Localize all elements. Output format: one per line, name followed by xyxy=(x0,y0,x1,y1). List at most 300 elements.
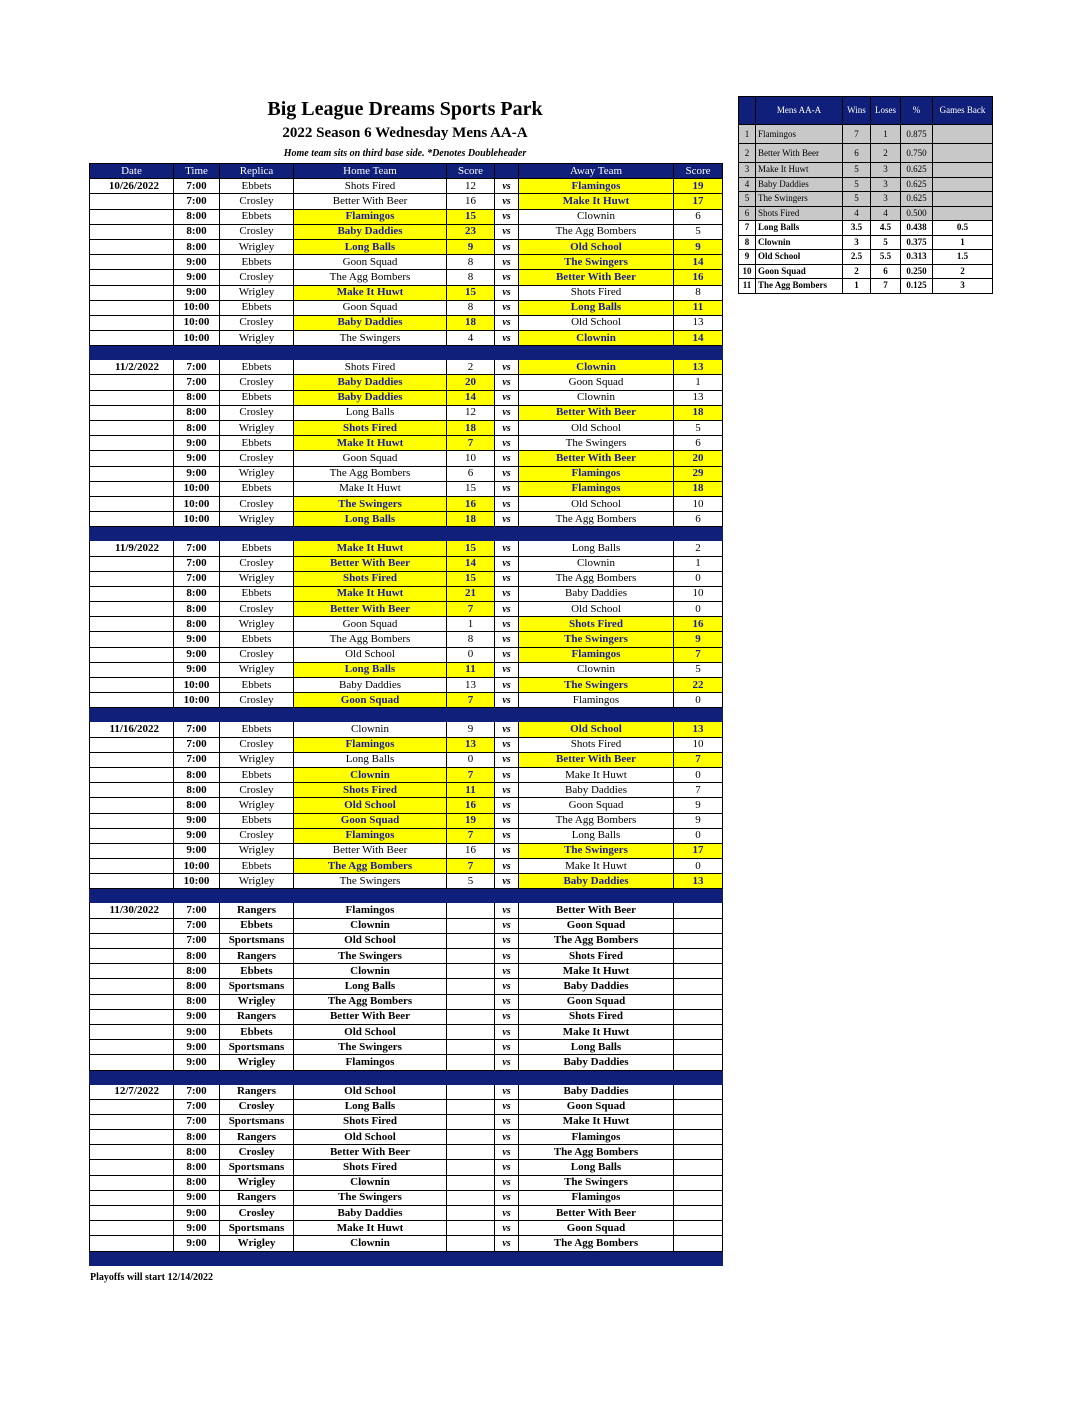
table-row xyxy=(90,752,723,767)
separator-cell xyxy=(294,708,447,722)
away-team: Long Balls xyxy=(519,541,674,556)
standings-header-pct: % xyxy=(901,97,933,125)
table-row xyxy=(90,586,723,601)
separator-cell xyxy=(294,1251,447,1265)
home-score xyxy=(447,1024,495,1039)
away-score: 10 xyxy=(674,737,723,752)
standings-header-league: Mens AA-A xyxy=(756,97,843,125)
away-score xyxy=(674,964,723,979)
separator-cell xyxy=(519,708,674,722)
home-score: 2 xyxy=(447,360,495,375)
game-date xyxy=(90,602,174,617)
table-row xyxy=(90,1099,723,1114)
vs-label: vs xyxy=(495,1040,519,1055)
standings-loses: 3 xyxy=(871,163,901,178)
home-score: 16 xyxy=(447,194,495,209)
home-team: Baby Daddies xyxy=(294,224,447,239)
away-score: 5 xyxy=(674,224,723,239)
standings-row xyxy=(739,125,993,144)
game-time: 9:00 xyxy=(174,843,220,858)
field-name: Wrigley xyxy=(220,285,294,300)
game-time: 8:00 xyxy=(174,1145,220,1160)
away-score xyxy=(674,1099,723,1114)
away-score: 5 xyxy=(674,662,723,677)
away-score: 19 xyxy=(674,179,723,194)
game-time: 7:00 xyxy=(174,1099,220,1114)
home-score xyxy=(447,1221,495,1236)
separator-cell xyxy=(90,1070,174,1084)
away-team: Clownin xyxy=(519,556,674,571)
standings-header-row xyxy=(739,97,993,125)
home-score xyxy=(447,1040,495,1055)
away-score xyxy=(674,918,723,933)
separator-cell xyxy=(674,346,723,360)
away-score: 10 xyxy=(674,586,723,601)
field-name: Wrigley xyxy=(220,617,294,632)
game-date xyxy=(90,224,174,239)
game-time: 7:00 xyxy=(174,1114,220,1129)
away-score: 13 xyxy=(674,315,723,330)
vs-label: vs xyxy=(495,859,519,874)
standings-games-back xyxy=(933,144,993,163)
home-score: 8 xyxy=(447,300,495,315)
home-score xyxy=(447,1009,495,1024)
table-row xyxy=(90,1009,723,1024)
vs-label: vs xyxy=(495,1130,519,1145)
game-time: 9:00 xyxy=(174,451,220,466)
home-team: Shots Fired xyxy=(294,421,447,436)
vs-label: vs xyxy=(495,451,519,466)
game-time: 8:00 xyxy=(174,602,220,617)
field-name: Wrigley xyxy=(220,421,294,436)
field-name: Wrigley xyxy=(220,331,294,346)
game-date xyxy=(90,375,174,390)
header-away-score: Score xyxy=(674,164,723,179)
vs-label: vs xyxy=(495,662,519,677)
field-name: Ebbets xyxy=(220,918,294,933)
table-row xyxy=(90,571,723,586)
standings-games-back xyxy=(933,163,993,178)
game-time: 9:00 xyxy=(174,647,220,662)
home-score: 16 xyxy=(447,496,495,511)
field-name: Crosley xyxy=(220,315,294,330)
away-score: 0 xyxy=(674,602,723,617)
separator-cell xyxy=(519,346,674,360)
game-date xyxy=(90,813,174,828)
home-team: Shots Fired xyxy=(294,179,447,194)
separator-cell xyxy=(495,889,519,903)
vs-label: vs xyxy=(495,1160,519,1175)
home-team: Baby Daddies xyxy=(294,1206,447,1221)
away-score: 7 xyxy=(674,783,723,798)
home-score: 7 xyxy=(447,602,495,617)
game-time: 7:00 xyxy=(174,918,220,933)
field-name: Crosley xyxy=(220,224,294,239)
standings-rank: 4 xyxy=(739,177,756,192)
table-row xyxy=(90,994,723,1009)
standings-games-back: 2 xyxy=(933,264,993,279)
table-row xyxy=(90,512,723,527)
vs-label: vs xyxy=(495,1221,519,1236)
away-team: Old School xyxy=(519,421,674,436)
away-score: 6 xyxy=(674,436,723,451)
away-score: 7 xyxy=(674,752,723,767)
game-time: 7:00 xyxy=(174,1084,220,1099)
separator-cell xyxy=(294,1070,447,1084)
standings-games-back: 1.5 xyxy=(933,250,993,265)
away-team: Make It Huwt xyxy=(519,194,674,209)
game-time: 9:00 xyxy=(174,1206,220,1221)
away-team: Old School xyxy=(519,722,674,737)
home-team: Shots Fired xyxy=(294,1160,447,1175)
field-name: Sportsmans xyxy=(220,979,294,994)
table-row xyxy=(90,194,723,209)
header-time: Time xyxy=(174,164,220,179)
game-time: 7:00 xyxy=(174,737,220,752)
standings-row xyxy=(739,235,993,250)
schedule-table xyxy=(89,163,723,1266)
game-time: 7:00 xyxy=(174,360,220,375)
home-team: Goon Squad xyxy=(294,300,447,315)
home-score: 11 xyxy=(447,662,495,677)
table-row xyxy=(90,859,723,874)
field-name: Wrigley xyxy=(220,571,294,586)
game-time: 10:00 xyxy=(174,315,220,330)
home-score: 21 xyxy=(447,586,495,601)
separator-cell xyxy=(294,346,447,360)
field-name: Sportsmans xyxy=(220,1040,294,1055)
separator-cell xyxy=(220,346,294,360)
game-date xyxy=(90,994,174,1009)
field-name: Ebbets xyxy=(220,722,294,737)
game-time: 8:00 xyxy=(174,783,220,798)
game-time: 8:00 xyxy=(174,224,220,239)
week-separator xyxy=(90,889,723,903)
field-name: Ebbets xyxy=(220,390,294,405)
table-row xyxy=(90,1160,723,1175)
home-team: Old School xyxy=(294,647,447,662)
table-row xyxy=(90,390,723,405)
away-score: 10 xyxy=(674,496,723,511)
away-score xyxy=(674,1221,723,1236)
game-time: 8:00 xyxy=(174,617,220,632)
home-team: Flamingos xyxy=(294,828,447,843)
field-name: Ebbets xyxy=(220,859,294,874)
away-team: Make It Huwt xyxy=(519,767,674,782)
table-row xyxy=(90,209,723,224)
home-team: Clownin xyxy=(294,918,447,933)
game-time: 7:00 xyxy=(174,933,220,948)
standings-wins: 6 xyxy=(843,144,871,163)
table-row xyxy=(90,331,723,346)
home-team: Goon Squad xyxy=(294,255,447,270)
field-name: Rangers xyxy=(220,1130,294,1145)
away-team: Better With Beer xyxy=(519,903,674,918)
game-time: 9:00 xyxy=(174,828,220,843)
standings-loses: 5 xyxy=(871,235,901,250)
home-score: 15 xyxy=(447,571,495,586)
table-row xyxy=(90,451,723,466)
away-score: 0 xyxy=(674,571,723,586)
vs-label: vs xyxy=(495,1190,519,1205)
vs-label: vs xyxy=(495,512,519,527)
table-row xyxy=(90,903,723,918)
home-score: 14 xyxy=(447,556,495,571)
separator-cell xyxy=(294,889,447,903)
separator-cell xyxy=(220,1251,294,1265)
standings-rank: 5 xyxy=(739,192,756,207)
vs-label: vs xyxy=(495,1055,519,1070)
game-date xyxy=(90,315,174,330)
home-team: Old School xyxy=(294,798,447,813)
home-score: 16 xyxy=(447,843,495,858)
away-team: The Agg Bombers xyxy=(519,933,674,948)
vs-label: vs xyxy=(495,270,519,285)
home-score: 20 xyxy=(447,375,495,390)
separator-cell xyxy=(447,1070,495,1084)
vs-label: vs xyxy=(495,994,519,1009)
away-score xyxy=(674,1084,723,1099)
field-name: Ebbets xyxy=(220,964,294,979)
home-team: Make It Huwt xyxy=(294,586,447,601)
vs-label: vs xyxy=(495,1114,519,1129)
game-time: 10:00 xyxy=(174,331,220,346)
away-team: Long Balls xyxy=(519,300,674,315)
away-score: 14 xyxy=(674,255,723,270)
table-row xyxy=(90,874,723,889)
game-date xyxy=(90,767,174,782)
standings-team: Goon Squad xyxy=(756,264,843,279)
vs-label: vs xyxy=(495,933,519,948)
home-score: 1 xyxy=(447,617,495,632)
field-name: Crosley xyxy=(220,1145,294,1160)
table-row xyxy=(90,315,723,330)
week-separator xyxy=(90,708,723,722)
table-row xyxy=(90,693,723,708)
game-date xyxy=(90,1175,174,1190)
home-score: 10 xyxy=(447,451,495,466)
header-home-score: Score xyxy=(447,164,495,179)
game-date xyxy=(90,783,174,798)
standings-pct: 0.313 xyxy=(901,250,933,265)
field-name: Crosley xyxy=(220,1099,294,1114)
home-score: 12 xyxy=(447,179,495,194)
home-team: Long Balls xyxy=(294,512,447,527)
game-time: 10:00 xyxy=(174,693,220,708)
table-row xyxy=(90,285,723,300)
standings-rank: 1 xyxy=(739,125,756,144)
home-team: The Swingers xyxy=(294,949,447,964)
table-row xyxy=(90,1206,723,1221)
standings-team: Clownin xyxy=(756,235,843,250)
game-time: 10:00 xyxy=(174,496,220,511)
field-name: Ebbets xyxy=(220,209,294,224)
vs-label: vs xyxy=(495,602,519,617)
game-time: 9:00 xyxy=(174,1009,220,1024)
vs-label: vs xyxy=(495,541,519,556)
game-time: 9:00 xyxy=(174,813,220,828)
vs-label: vs xyxy=(495,360,519,375)
table-row xyxy=(90,783,723,798)
separator-cell xyxy=(519,1070,674,1084)
away-team: Goon Squad xyxy=(519,798,674,813)
away-team: Long Balls xyxy=(519,1040,674,1055)
game-date: 12/7/2022 xyxy=(90,1084,174,1099)
home-score xyxy=(447,1236,495,1251)
away-score xyxy=(674,1130,723,1145)
vs-label: vs xyxy=(495,331,519,346)
game-time: 10:00 xyxy=(174,300,220,315)
away-score: 1 xyxy=(674,556,723,571)
game-time: 8:00 xyxy=(174,979,220,994)
game-date xyxy=(90,209,174,224)
standings-loses: 5.5 xyxy=(871,250,901,265)
game-date xyxy=(90,843,174,858)
home-team: The Swingers xyxy=(294,874,447,889)
field-name: Ebbets xyxy=(220,255,294,270)
home-team: Goon Squad xyxy=(294,693,447,708)
playoffs-note: Playoffs will start 12/14/2022 xyxy=(90,1272,214,1283)
game-time: 9:00 xyxy=(174,632,220,647)
home-score: 23 xyxy=(447,224,495,239)
field-name: Sportsmans xyxy=(220,933,294,948)
away-team: Old School xyxy=(519,496,674,511)
home-team: The Swingers xyxy=(294,331,447,346)
home-score: 7 xyxy=(447,828,495,843)
separator-cell xyxy=(174,346,220,360)
standings-wins: 3 xyxy=(843,235,871,250)
game-date xyxy=(90,556,174,571)
away-score xyxy=(674,1114,723,1129)
field-name: Sportsmans xyxy=(220,1221,294,1236)
field-name: Wrigley xyxy=(220,1236,294,1251)
standings-team: Shots Fired xyxy=(756,206,843,221)
away-score xyxy=(674,903,723,918)
away-team: Shots Fired xyxy=(519,1009,674,1024)
standings-games-back xyxy=(933,125,993,144)
home-team: Clownin xyxy=(294,1175,447,1190)
home-score: 15 xyxy=(447,285,495,300)
game-time: 9:00 xyxy=(174,1055,220,1070)
home-team: The Agg Bombers xyxy=(294,994,447,1009)
field-name: Wrigley xyxy=(220,874,294,889)
game-time: 8:00 xyxy=(174,767,220,782)
away-score: 9 xyxy=(674,798,723,813)
standings-loses: 6 xyxy=(871,264,901,279)
game-date xyxy=(90,1130,174,1145)
home-team: Baby Daddies xyxy=(294,390,447,405)
home-team: Clownin xyxy=(294,722,447,737)
away-team: The Agg Bombers xyxy=(519,1145,674,1160)
field-name: Wrigley xyxy=(220,1175,294,1190)
vs-label: vs xyxy=(495,1175,519,1190)
separator-cell xyxy=(519,527,674,541)
home-score xyxy=(447,903,495,918)
table-row xyxy=(90,375,723,390)
home-team: Long Balls xyxy=(294,662,447,677)
home-score: 11 xyxy=(447,783,495,798)
game-time: 7:00 xyxy=(174,179,220,194)
home-team: Clownin xyxy=(294,964,447,979)
home-team: Long Balls xyxy=(294,405,447,420)
standings-rank: 7 xyxy=(739,221,756,236)
standings-loses: 2 xyxy=(871,144,901,163)
game-time: 10:00 xyxy=(174,859,220,874)
table-row xyxy=(90,722,723,737)
game-date xyxy=(90,1040,174,1055)
game-date xyxy=(90,1114,174,1129)
table-row xyxy=(90,270,723,285)
game-date xyxy=(90,239,174,254)
standings-rank: 6 xyxy=(739,206,756,221)
standings-wins: 4 xyxy=(843,206,871,221)
field-name: Crosley xyxy=(220,783,294,798)
game-time: 8:00 xyxy=(174,994,220,1009)
game-time: 7:00 xyxy=(174,752,220,767)
header-date: Date xyxy=(90,164,174,179)
home-score: 18 xyxy=(447,421,495,436)
game-time: 9:00 xyxy=(174,466,220,481)
field-name: Sportsmans xyxy=(220,1114,294,1129)
standings-team: Flamingos xyxy=(756,125,843,144)
away-score: 17 xyxy=(674,194,723,209)
game-date xyxy=(90,285,174,300)
home-team: Shots Fired xyxy=(294,360,447,375)
away-team: Goon Squad xyxy=(519,918,674,933)
home-team: Flamingos xyxy=(294,903,447,918)
vs-label: vs xyxy=(495,813,519,828)
separator-cell xyxy=(447,527,495,541)
home-score xyxy=(447,1130,495,1145)
table-row xyxy=(90,949,723,964)
away-team: The Swingers xyxy=(519,1175,674,1190)
table-row xyxy=(90,647,723,662)
home-team: Flamingos xyxy=(294,737,447,752)
table-row xyxy=(90,179,723,194)
table-row xyxy=(90,300,723,315)
vs-label: vs xyxy=(495,390,519,405)
game-time: 10:00 xyxy=(174,512,220,527)
vs-label: vs xyxy=(495,949,519,964)
away-score xyxy=(674,1190,723,1205)
away-team: Clownin xyxy=(519,662,674,677)
home-team: Better With Beer xyxy=(294,843,447,858)
home-team: Goon Squad xyxy=(294,813,447,828)
separator-cell xyxy=(447,889,495,903)
field-name: Ebbets xyxy=(220,436,294,451)
home-score: 15 xyxy=(447,541,495,556)
away-team: The Agg Bombers xyxy=(519,1236,674,1251)
field-name: Ebbets xyxy=(220,1024,294,1039)
home-score xyxy=(447,1114,495,1129)
away-team: Baby Daddies xyxy=(519,874,674,889)
away-team: Baby Daddies xyxy=(519,783,674,798)
separator-cell xyxy=(90,346,174,360)
game-date xyxy=(90,571,174,586)
standings-pct: 0.750 xyxy=(901,144,933,163)
separator-cell xyxy=(174,889,220,903)
table-row xyxy=(90,1190,723,1205)
week-separator xyxy=(90,1070,723,1084)
game-time: 8:00 xyxy=(174,798,220,813)
game-date xyxy=(90,1009,174,1024)
vs-label: vs xyxy=(495,586,519,601)
vs-label: vs xyxy=(495,496,519,511)
table-row xyxy=(90,617,723,632)
away-team: Flamingos xyxy=(519,481,674,496)
away-score xyxy=(674,1175,723,1190)
vs-label: vs xyxy=(495,647,519,662)
